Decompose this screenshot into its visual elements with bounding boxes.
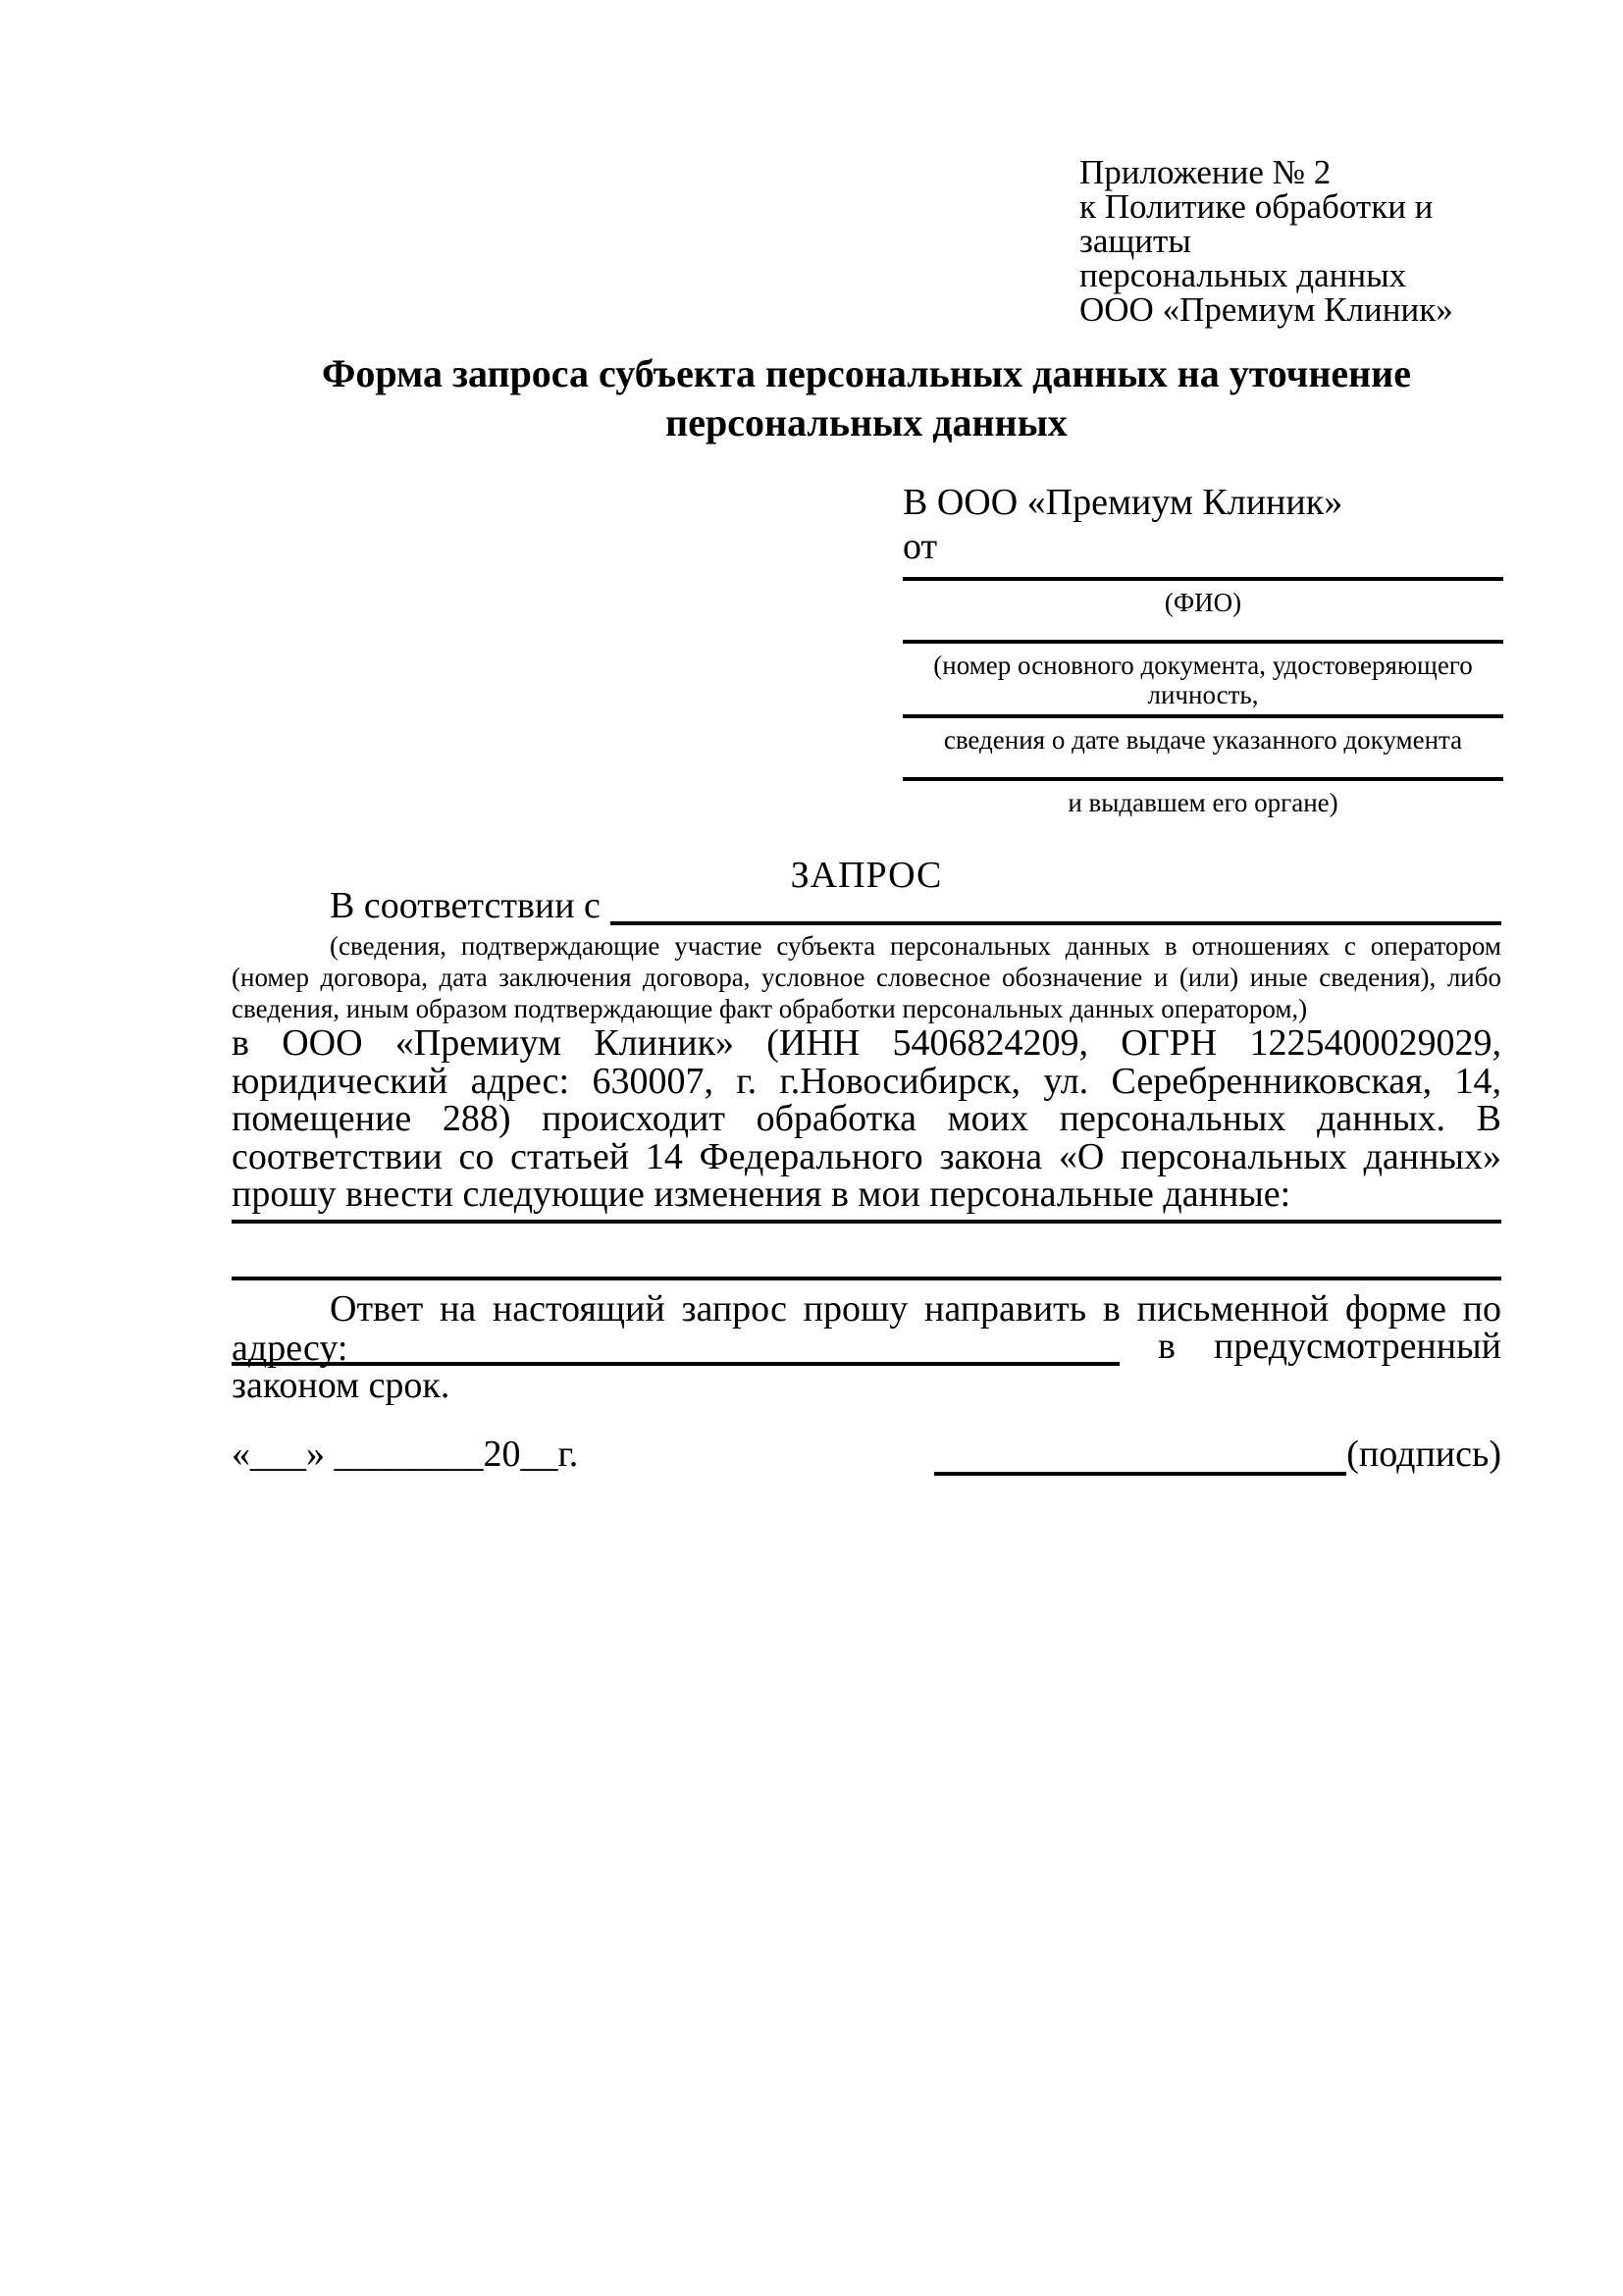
annex-header-line: персональных данных — [1079, 256, 1407, 294]
request-note: (сведения, подтверждающие участие субъекта персональных данных в отношениях с оператором (номер договора, дата заключения договора, условное словесное обозначение и (или) иные сведения), либо сведения, иным образом подтверждающие факт обработки персональных данных оператором,) — [232, 931, 1501, 1023]
reply-word-in: в — [1158, 1326, 1176, 1367]
document-title: Форма запроса субъекта персональных данных на уточнение персональных данных — [322, 351, 1411, 444]
reply-word-envisaged: предусмотренный — [1214, 1326, 1501, 1367]
issue-date-caption: сведения о дате выдаче указанного документа — [943, 725, 1463, 755]
date-signature-row — [232, 1433, 1501, 1476]
fio-blank-line — [903, 577, 1503, 617]
issue-date-blank-line — [903, 714, 1503, 755]
changes-blank-line-2 — [232, 1277, 1501, 1280]
annex-header-line: Приложение № 2 — [1079, 153, 1332, 191]
signature-caption: (подпись) — [1346, 1434, 1501, 1475]
reply-paragraph-line3: законом срок. — [232, 1365, 450, 1406]
annex-header-line: к Политике обработки и защиты — [1079, 187, 1434, 260]
doc-number-blank-line — [903, 640, 1503, 709]
reply-address-blank-line — [232, 1336, 1120, 1366]
basis-blank-line — [610, 888, 1501, 925]
annex-header-block — [1079, 155, 1516, 327]
addressee-to: В ООО «Премиум Клиник» — [903, 482, 1343, 523]
doc-number-caption: (номер основного документа, удостоверяющего личность, — [933, 651, 1473, 709]
reply-paragraph-line1: Ответ на настоящий запрос прошу направить в письменной форме по адресу: — [232, 1288, 1501, 1369]
request-heading: ЗАПРОС — [790, 855, 943, 896]
changes-blank-line-1 — [232, 1220, 1501, 1224]
request-intro-text: В соответствии с — [330, 885, 601, 926]
body-paragraph: в ООО «Премиум Клиник» (ИНН 5406824209, ОГРН 1225400029029, юридический адрес: 630007, г. г.Новосибирск, ул. Серебренниковская, 14, помещение 288) происходит обработка моих персональных данных. В соответствии со статьей 14 Федерального закона «О персональных данных» прошу внести следующие изменения в мои персональные данные: — [232, 1022, 1501, 1215]
addressee-from-label: от — [903, 526, 938, 567]
signature-group — [934, 1433, 1501, 1476]
fio-caption: (ФИО) — [1164, 588, 1242, 617]
request-intro-row — [232, 886, 1501, 925]
issuing-authority-blank-line — [903, 777, 1503, 817]
issuing-authority-caption: и выдавшем его органе) — [1068, 788, 1338, 817]
signature-blank-line — [934, 1442, 1346, 1476]
date-blank-text: «___» ________20__г. — [232, 1434, 579, 1475]
reply-address-row — [232, 1327, 1501, 1366]
annex-header-line: ООО «Премиум Клиник» — [1079, 290, 1453, 329]
